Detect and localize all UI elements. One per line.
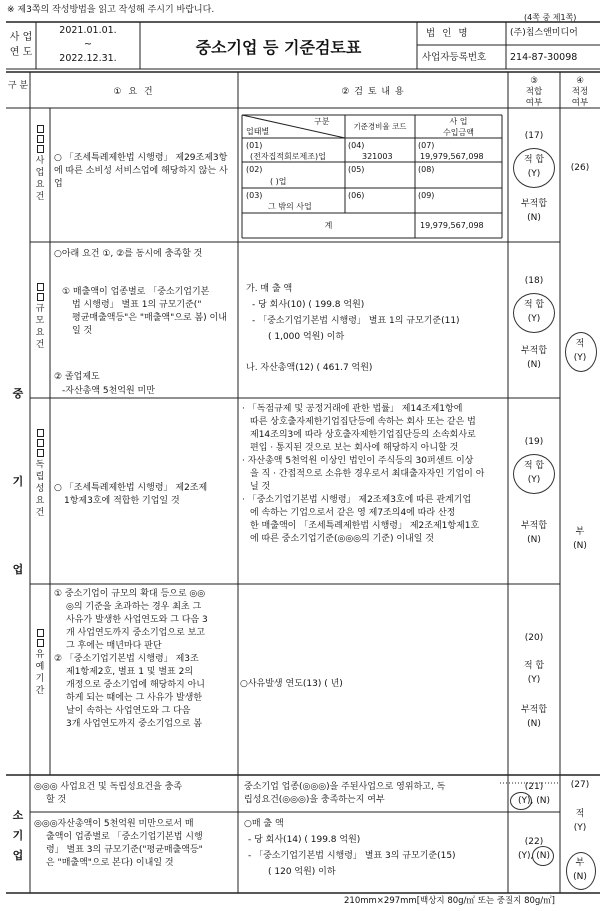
small-final-no: (27): [570, 780, 590, 790]
instruction-note: ※ 제3쪽의 작성방법을 읽고 작성해 주시기 바랍니다.: [7, 5, 215, 15]
business-final-no: (26): [570, 163, 590, 173]
row1-no: (01): [246, 141, 263, 150]
paper-spec-footer: 210mm×297mm[백상지 80g/㎡ 또는 중질지 80g/㎡]: [344, 896, 555, 906]
scale-sales-line3: ( 1,000 억원) 이하: [268, 332, 345, 342]
total-revenue: 19,979,567,098: [420, 221, 484, 230]
row3-rev-no: (09): [418, 191, 435, 200]
business-unfit[interactable]: 부적합: [520, 199, 548, 209]
scale-sales-line1: - 당 회사(10) ( 199.8 억원): [252, 300, 365, 310]
corp-name-label: 법 인 명: [426, 28, 470, 39]
scale-assets: 나. 자산총액(12) ( 461.7 억원): [246, 363, 373, 373]
row2-rev-no: (08): [418, 165, 435, 174]
table-corner-top: 구분: [314, 117, 330, 126]
row2-name: ( )업: [270, 177, 287, 186]
grace-fit-no: (20): [524, 633, 544, 643]
category-header: 구 분: [7, 81, 29, 91]
scale-fit-y: (Y): [527, 314, 541, 324]
small-final-n: (N): [573, 872, 587, 882]
independence-fit-y: (Y): [527, 475, 541, 485]
small2-fit-no: (22): [524, 837, 544, 847]
small-final-y: (Y): [573, 823, 587, 833]
sme-final-y: (Y): [573, 353, 587, 363]
grace-req-label: 유예기간: [34, 628, 46, 697]
independence-req-label: 독립성요건: [34, 428, 46, 519]
small1-review: 중소기업 업종(◎◎◎)을 주된사업으로 영위하고, 독 립성요건(◎◎◎)을 충족하는지 여부: [244, 782, 446, 805]
revenue-header: 사 업 수입금액: [443, 117, 474, 137]
period-start: 2021.01.01.: [59, 25, 117, 36]
sme-final-n: (N): [573, 541, 587, 551]
scale-req2-title: ② 졸업제도: [54, 372, 100, 382]
row2-code-no: (05): [348, 165, 365, 174]
row1-code: 321003: [362, 152, 393, 161]
business-requirement: ○ 「조세특례제한법 시행령」 제29조제3항에 따른 소비성 서비스업에 해당하지 않는 사업: [54, 153, 228, 189]
business-fit-y: (Y): [527, 169, 541, 179]
scale-unfit[interactable]: 부적합: [520, 346, 548, 356]
small-final-no[interactable]: 부: [575, 858, 585, 868]
grace-fit-y: (Y): [527, 675, 541, 685]
grace-requirement: ① 중소기업이 규모의 확대 등으로 ◎◎ ◎의 기준을 초과하는 경우 최초 그 사유가 발생한 사업연도와 그 다음 3 개 사업연도까지 중소기업으로 보고 그 후에는 매년마다 판단 ② 「중소기업기본법 시행령」 제3조 제1항제2호, 별표 1 및 별표 2의 개정으로 중소기업에 해당하지 아니 하게 되는 때에는 그 사유가 발생한 날이 속하는 사업연도와 그 다음 3개 사업연도까지 중소기업으로 봄: [54, 589, 208, 729]
small-final[interactable]: 적: [575, 809, 585, 819]
small1-fit-no: (21): [524, 782, 544, 792]
code-header: 기준경비율 코드: [353, 122, 407, 131]
independence-review: · 「독점규제 및 공정거래에 관한 법률」 제14조제1항에 따른 상호출자제한기업집단등에 속하는 회사 또는 같은 법 제14조의3에 따라 상호출자제한기업집단등의 소속회사로 편입 · 통지된 것으로 보는 회사에 해당하지 아니할 것 · 자산총액 5천억원 이상인 법인이 주식등의 30퍼센트 이상 을 직 · 간접적으로 소유한 경우로서 최대출자자인 기업이 아 닐 것 · 「중소기업기본법 시행령」 제2조제3호에 따른 관계기업 에 속하는 기업으로서 같은 영 제7조의4에 따라 산정 한 매출액이 「조세특례제한법 시행령」 제2조제1항제1호 에 따른 중소기업기준(◎◎◎의 기준) 이내일 것: [242, 404, 485, 544]
row2-no: (02): [246, 165, 263, 174]
form-title: 중소기업 등 기준검토표: [195, 38, 362, 57]
reg-no: 214-87-30098: [510, 52, 578, 63]
scale-fit-no: (18): [524, 276, 544, 286]
row3-no: (03): [246, 191, 263, 200]
row3-code-no: (06): [348, 191, 365, 200]
scale-req2-detail: -자산총액 5천억원 미만: [62, 386, 155, 396]
scale-sales-line2: - 「중소기업기본법 시행령」 별표 1의 규모기준(11): [252, 316, 460, 326]
page-indicator: (4쪽 중 제1쪽): [524, 13, 577, 22]
row1-rev-no: (07): [418, 141, 435, 150]
sme-final-no[interactable]: 부: [575, 527, 585, 537]
small1-requirement: ◎◎◎ 사업요건 및 독립성요건을 충족 할 것: [34, 782, 183, 805]
row1-name: (전자집적회로제조)업: [250, 152, 326, 161]
small2-review-line1: - 당 회사(14) ( 199.8 억원): [248, 835, 361, 845]
sme-category-label: 중 기 업: [12, 387, 24, 576]
grace-fit[interactable]: 적 합: [523, 661, 545, 671]
total-label: 계: [324, 221, 333, 230]
business-year-label: 사 업 연 도: [9, 32, 33, 58]
small1-fit[interactable]: (Y), (N): [518, 796, 550, 806]
grace-unfit-n: (N): [527, 719, 541, 729]
small2-review-line2: - 「중소기업기본법 시행령」 별표 3의 규모기준(15): [248, 851, 456, 861]
small2-review-title: ○매 출 액: [244, 819, 284, 829]
independence-unfit[interactable]: 부적합: [520, 521, 548, 531]
small-category-label: 소 기 업: [12, 809, 24, 862]
row1-revenue: 19,979,567,098: [420, 152, 484, 161]
independence-unfit-n: (N): [527, 535, 541, 545]
business-unfit-n: (N): [527, 213, 541, 223]
scale-unfit-n: (N): [527, 360, 541, 370]
scale-req-label: 규모요건: [34, 282, 46, 351]
reg-no-label: 사업자등록번호: [422, 52, 487, 63]
small2-requirement: ◎◎◎자산총액이 5천억원 미만으로서 매 출액이 업종별로 「중소기업기본법 시행 령」 별표 3의 규모기준("평균매출액등" 은 "매출액"으로 본다) 이내일 것: [34, 819, 203, 868]
row3-name: 그 밖의 사업: [268, 202, 312, 211]
scale-req1: ① 매출액이 업종별로 「중소기업기본 법 시행령」 별표 1의 규모기준(" 평균매출액등"은 "매출액"으로 봄) 이내 일 것: [62, 287, 227, 336]
small2-review-line3: ( 120 억원) 이하: [268, 867, 336, 877]
business-fit-no: (17): [524, 131, 544, 141]
small2-fit[interactable]: (Y), (N): [518, 851, 550, 861]
sme-final[interactable]: 적: [575, 339, 585, 349]
business-period: 2021.01.01. ~ 2022.12.31.: [36, 24, 140, 66]
business-req-label: 사업요건: [34, 124, 46, 203]
scale-intro: ○아래 요건 ①, ②를 동시에 충족할 것: [54, 249, 203, 259]
grace-unfit[interactable]: 부적합: [520, 705, 548, 715]
corp-name: (주)칩스앤미디어: [510, 28, 578, 38]
grace-review: ○사유발생 연도(13) ( 년): [240, 679, 343, 689]
requirements-header: ① 요 건: [113, 87, 155, 97]
table-corner-bottom: 업태별: [246, 127, 270, 136]
period-end: 2022.12.31.: [59, 53, 117, 64]
final-header: ④ 적정 여부: [571, 76, 589, 108]
scale-sales-title: 가. 매 출 액: [246, 284, 293, 294]
scale-fit[interactable]: 적 합: [523, 300, 545, 310]
independence-requirement: ○ 「조세특례제한법 시행령」 제2조제 1항제3호에 적합한 기업일 것: [54, 483, 208, 506]
row1-code-no: (04): [348, 141, 365, 150]
independence-fit[interactable]: 적 합: [523, 461, 545, 471]
review-header: ② 검 토 내 용: [341, 87, 405, 97]
business-fit[interactable]: 적 합: [523, 155, 545, 165]
independence-fit-no: (19): [524, 437, 544, 447]
fit-header: ③ 적합 여부: [525, 76, 543, 108]
